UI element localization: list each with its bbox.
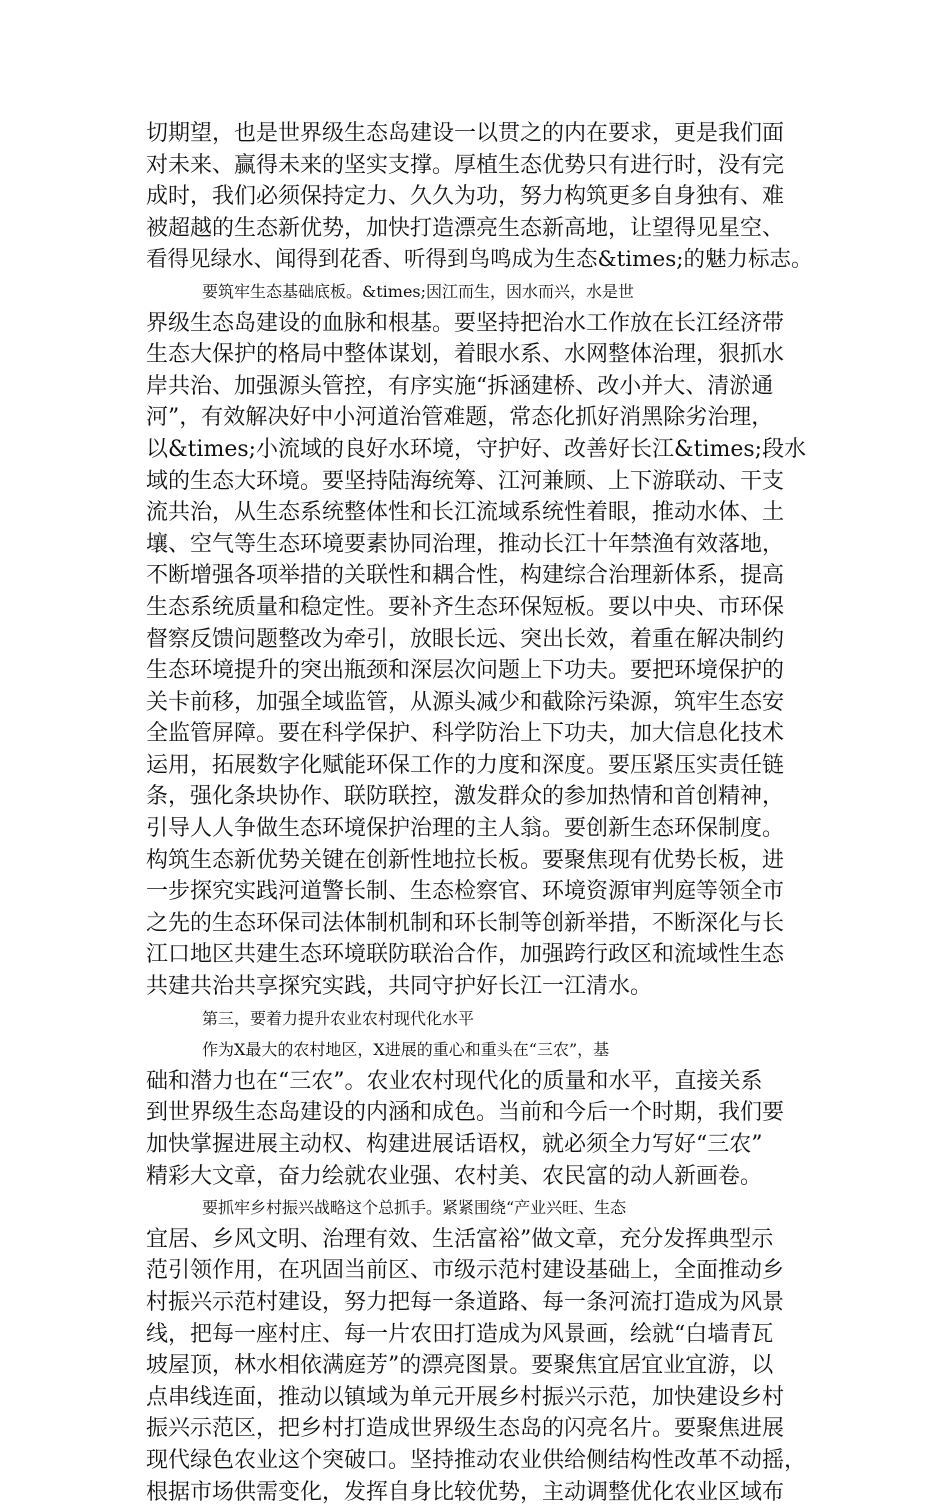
text-line: 坡屋顶，林水相依满庭芳”的漂亮图景。要聚焦宜居宜业宜游，以 — [146, 1353, 774, 1379]
document-body — [146, 118, 826, 1508]
text-line: 界级生态岛建设的血脉和根基。要坚持把治水工作放在长江经济带 — [146, 310, 785, 336]
text-line: 引导人人争做生态环境保护治理的主人翁。要创新生态环保制度。 — [146, 816, 785, 842]
text-line: 岸共治、加强源头管控，有序实施“拆涵建桥、改小并大、清淤通 — [146, 373, 774, 399]
text-line: 根据市场供需变化，发挥自身比较优势，主动调整优化农业区域布 — [146, 1479, 785, 1505]
text-line: 线，把每一座村庄、每一片农田打造成为风景画，绘就“白墙青瓦 — [146, 1321, 774, 1347]
text-line: 条，强化条块协作、联防联控，激发群众的参加热情和首创精神， — [146, 784, 785, 810]
text-line: 壤、空气等生态环境要素协同治理，推动长江十年禁渔有效落地， — [146, 531, 785, 557]
text-line: 宜居、乡风文明、治理有效、生活富裕”做文章，充分发挥典型示 — [146, 1226, 774, 1252]
text-line: 精彩大文章，奋力绘就农业强、农村美、农民富的动人新画卷。 — [146, 1163, 763, 1189]
text-line: 生态大保护的格局中整体谋划，着眼水系、水网整体治理，狠抓水 — [146, 342, 785, 368]
text-line: 村振兴示范村建设，努力把每一条道路、每一条河流打造成为风景 — [146, 1289, 785, 1315]
text-line: 运用，拓展数字化赋能环保工作的力度和深度。要压紧压实责任链 — [146, 752, 785, 778]
text-line: 振兴示范区，把乡村打造成世界级生态岛的闪亮名片。要聚焦进展 — [146, 1416, 785, 1442]
text-line: 全监管屏障。要在科学保护、科学防治上下功夫，加大信息化技术 — [146, 721, 785, 747]
text-line: 要抓牢乡村振兴战略这个总抓手。紧紧围绕“产业兴旺、生态 — [202, 1198, 627, 1218]
text-line: 切期望，也是世界级生态岛建设一以贯之的内在要求，更是我们面 — [146, 121, 785, 146]
text-line: 点串线连面，推动以镇域为单元开展乡村振兴示范，加快建设乡村 — [146, 1384, 785, 1410]
text-line: 础和潜力也在“三农”。农业农村现代化的质量和水平，直接关系 — [146, 1068, 763, 1094]
text-line: 第三，要着力提升农业农村现代化水平 — [202, 1008, 475, 1028]
text-line: 构筑生态新优势关键在创新性地拉长板。要聚焦现有优势长板，进 — [146, 847, 785, 873]
text-line: 现代绿色农业这个突破口。坚持推动农业供给侧结构性改革不动摇， — [146, 1447, 807, 1473]
text-line: 督察反馈问题整改为牵引，放眼长远、突出长效，着重在解决制约 — [146, 626, 785, 652]
text-line: 以&times;小流域的良好水环境，守护好、改善好长江&times;段水 — [146, 436, 807, 462]
text-line: 流共治，从生态系统整体性和长江流域系统性着眼，推动水体、土 — [146, 500, 785, 526]
text-line: 范引领作用，在巩固当前区、市级示范村建设基础上，全面推动乡 — [146, 1258, 785, 1284]
text-line: 生态环境提升的突出瓶颈和深层次问题上下功夫。要把环境保护的 — [146, 658, 785, 684]
text-line: 被超越的生态新优势，加快打造漂亮生态新高地，让望得见星空、 — [146, 215, 785, 241]
text-line: 河”，有效解决好中小河道治管难题，常态化抓好消黑除劣治理， — [146, 405, 774, 431]
text-line: 生态系统质量和稳定性。要补齐生态环保短板。要以中央、市环保 — [146, 594, 785, 620]
text-line: 域的生态大环境。要坚持陆海统筹、江河兼顾、上下游联动、干支 — [146, 468, 785, 494]
text-line: 关卡前移，加强全域监管，从源头减少和截除污染源，筑牢生态安 — [146, 689, 785, 715]
text-line: 对未来、赢得未来的坚实支撑。厚植生态优势只有进行时，没有完 — [146, 152, 785, 178]
text-line: 成时，我们必须保持定力、久久为功，努力构筑更多自身独有、难 — [146, 184, 785, 210]
text-line: 共建共治共享探究实践，共同守护好长江一江清水。 — [146, 974, 653, 1000]
text-line: 作为X最大的农村地区，X进展的重心和重头在“三农”，基 — [202, 1040, 610, 1060]
text-line: 加快掌握进展主动权、构建进展话语权，就必须全力写好“三农” — [146, 1132, 763, 1157]
text-line: 之先的生态环保司法体制机制和环长制等创新举措，不断深化与长 — [146, 910, 785, 936]
text-line: 看得见绿水、闻得到花香、听得到鸟鸣成为生态&times;的魅力标志。 — [146, 247, 813, 273]
text-line: 江口地区共建生态环境联防联治合作，加强跨行政区和流域性生态 — [146, 942, 785, 968]
text-line: 一步探究实践河道警长制、生态检察官、环境资源审判庭等领全市 — [146, 879, 785, 905]
text-line: 要筑牢生态基础底板。&times;因江而生，因水而兴，水是世 — [202, 281, 635, 301]
text-line: 到世界级生态岛建设的内涵和成色。当前和今后一个时期，我们要 — [146, 1100, 785, 1126]
text-line: 不断增强各项举措的关联性和耦合性，构建综合治理新体系，提高 — [146, 563, 785, 589]
